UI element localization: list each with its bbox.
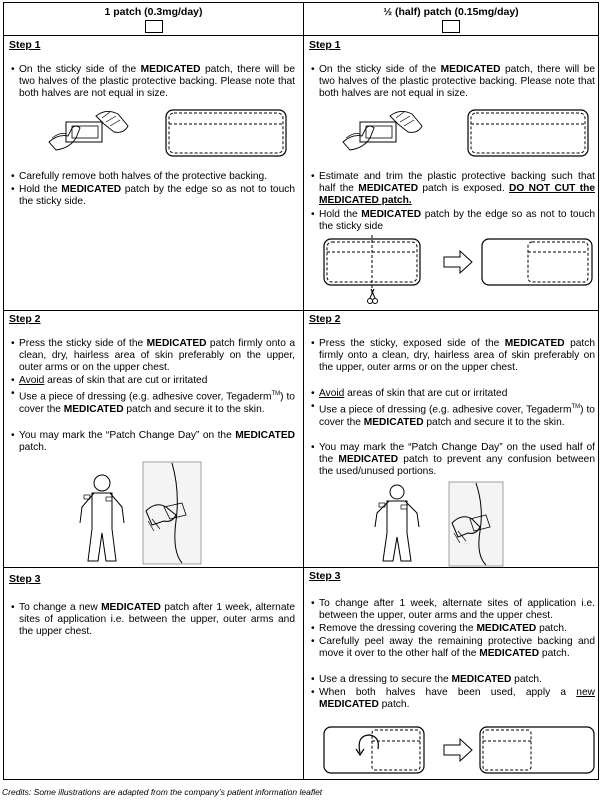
step3-right-title: Step 3 (309, 570, 341, 582)
header-full-patch (4, 3, 303, 35)
credits-note: Credits: Some illustrations are adapted from the company’s patient information leaflet (2, 787, 323, 797)
step2-left-title: Step 2 (9, 313, 41, 325)
hand-peeling-illustration (44, 104, 134, 160)
hand-peeling-illustration (338, 104, 428, 160)
step1-left-title: Step 1 (9, 39, 41, 51)
step1-left-bullet2: • Carefully remove both halves of the protective backing. (11, 171, 268, 182)
header-half-patch (304, 3, 598, 35)
trim-backing-illustration (322, 235, 598, 309)
header-half-patch-label: ½ (half) patch (0.15mg/day) (383, 6, 519, 18)
step1-right-bullet2: • Estimate and trim the plastic protective backing such that half the MEDICATED patch is exposed. DO NOT CUT the MEDICATED patch. (311, 171, 596, 207)
arm-application-illustration (142, 461, 202, 565)
patch-backing-illustration (466, 108, 590, 158)
step2-right-title: Step 2 (309, 313, 341, 325)
step2-right-bullet1: • Press the sticky, exposed side of the MEDICATED patch firmly onto a clean, dry, hairless area of skin preferably on the upper, outer arms or on the upper chest. (311, 338, 595, 374)
step1-left-bullet1: • On the sticky side of the MEDICATED patch, there will be two halves of the plastic protective backing. Please note that both halves are not equal in size. (11, 64, 295, 100)
step3-right-bullet5: • When both halves have been used, apply a new MEDICATED patch. (311, 687, 595, 711)
full-patch-checkbox[interactable] (145, 20, 163, 33)
step1-right-bullet3: • Hold the MEDICATED patch by the edge so as not to touch the sticky side (311, 209, 595, 233)
step1-left-bullet3: • Hold the MEDICATED patch by the edge so as not to touch the sticky side. (11, 184, 295, 208)
row-divider (4, 567, 598, 568)
row-divider (4, 310, 598, 311)
column-divider (303, 3, 304, 779)
body-outline-illustration (74, 473, 130, 565)
body-outline-illustration (369, 483, 425, 565)
step2-right-bullet2: • Avoid areas of skin that are cut or irritated (311, 388, 508, 399)
patch-backing-illustration (164, 108, 288, 158)
step2-left-bullet1: • Press the sticky side of the MEDICATED patch firmly onto a clean, dry, hairless area of skin preferably on the upper, outer arms or on the upper chest. (11, 338, 295, 374)
half-patch-checkbox[interactable] (442, 20, 460, 33)
step3-left-bullet1: • To change a new MEDICATED patch after 1 week, alternate sites of application i.e. between the upper, outer arms and the upper chest. (11, 602, 296, 638)
step1-right-bullet1: • On the sticky side of the MEDICATED patch, there will be two halves of the plastic protective backing. Please note that both halves are not equal in size. (311, 64, 595, 100)
step3-right-bullet3: • Carefully peel away the remaining protective backing and move it over to the other half of the MEDICATED patch. (311, 636, 595, 660)
step2-left-bullet3: • Use a piece of dressing (e.g. adhesive cover, Tegaderm™) to cover the MEDICATED patch and secure it to the skin. (11, 388, 295, 415)
step3-right-bullet4: • Use a dressing to secure the MEDICATED patch. (311, 674, 542, 685)
step3-right-bullet2: • Remove the dressing covering the MEDICATED patch. (311, 623, 567, 634)
instruction-table (3, 2, 599, 780)
step3-left-title: Step 3 (9, 573, 41, 585)
step2-right-bullet4: • You may mark the “Patch Change Day” on the used half of the MEDICATED patch to prevent any confusion between the used/unused portions. (311, 442, 596, 478)
arm-application-illustration (448, 481, 504, 567)
step2-left-bullet4: • You may mark the “Patch Change Day” on the MEDICATED patch. (11, 430, 295, 454)
step2-left-bullet2: • Avoid areas of skin that are cut or irritated (11, 375, 208, 386)
move-backing-illustration (322, 725, 598, 777)
header-full-patch-label: 1 patch (0.3mg/day) (104, 6, 203, 18)
step1-right-title: Step 1 (309, 39, 341, 51)
step3-right-bullet1: • To change after 1 week, alternate sites of application i.e. between the upper, outer arms and the upper chest. (311, 598, 595, 622)
step2-right-bullet3: • Use a piece of dressing (e.g. adhesive cover, Tegaderm™) to cover the MEDICATED patch and secure it to the skin. (311, 401, 595, 428)
